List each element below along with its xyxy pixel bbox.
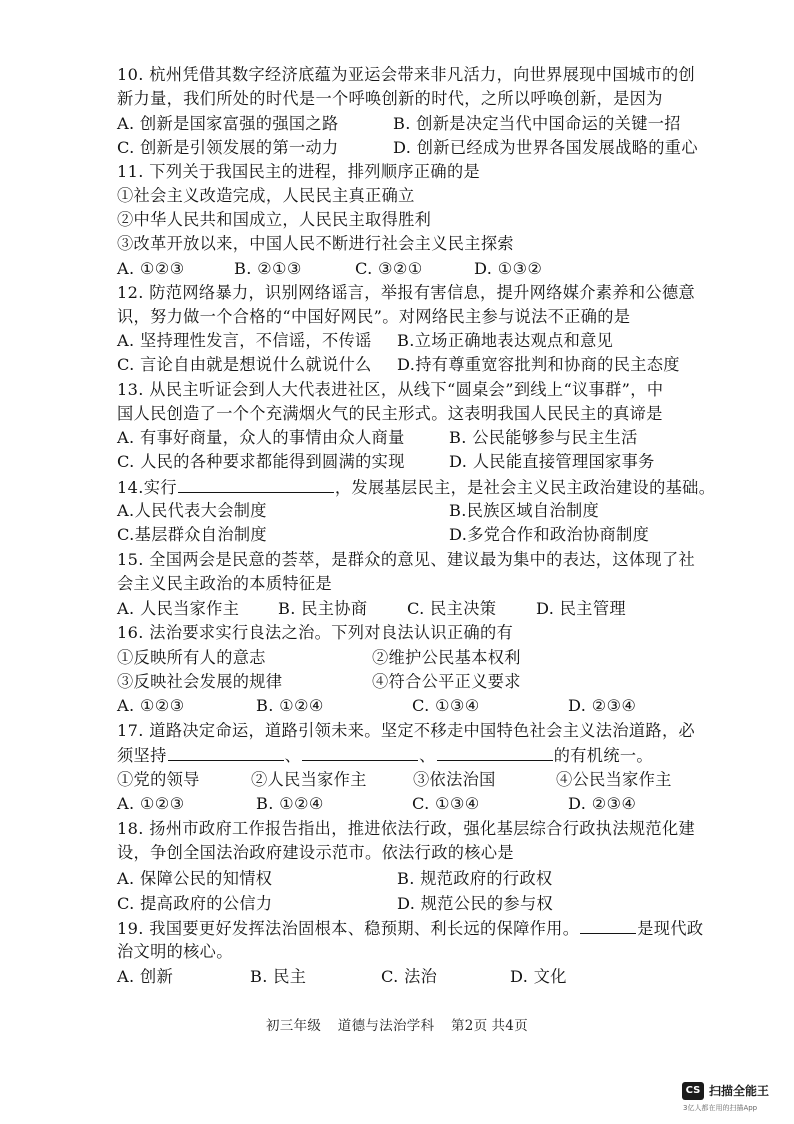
question-14-stem-end: ，发展基层民主，是社会主义民主政治建设的基础。 <box>334 478 716 497</box>
camscanner-logo-icon: CS <box>682 1082 704 1100</box>
question-14-option-a: A.人民代表大会制度 <box>117 501 267 520</box>
question-11-item-1: ①社会主义改造完成，人民民主真正确立 <box>117 186 415 205</box>
question-11-item-2: ②中华人民共和国成立，人民民主取得胜利 <box>117 210 432 229</box>
question-17-separator-1: 、 <box>284 746 302 765</box>
question-12-stem-line-2: 识，努力做一个合格的“中国好网民”。对网络民主参与说法不正确的是 <box>117 307 631 326</box>
question-15-option-c: C. 民主决策 <box>407 599 497 618</box>
question-17-stem-line-1: 17. 道路决定命运，道路引领未来。坚定不移走中国特色社会主义法治道路，必 <box>117 721 696 740</box>
question-19-stem-start: 19. 我国要更好发挥法治固根本、稳预期、利长远的保障作用。 <box>117 919 580 938</box>
question-18-option-d: D. 规范公民的参与权 <box>397 894 554 913</box>
question-14-stem <box>117 476 715 499</box>
question-10-option-d: D. 创新已经成为世界各国发展战略的重心 <box>393 138 698 157</box>
question-15-stem-line-1: 15. 全国两会是民意的荟萃，是群众的意见、建议最为集中的表达，这体现了社 <box>117 550 696 569</box>
question-15-option-a: A. 人民当家作主 <box>117 599 240 618</box>
question-16-item-2: ②维护公民基本权利 <box>372 648 521 667</box>
question-11-option-a: A. ①②③ <box>117 259 185 278</box>
question-17-option-d: D. ②③④ <box>568 794 637 813</box>
question-11-stem: 11. 下列关于我国民主的进程，排列顺序正确的是 <box>117 162 481 181</box>
question-19-option-c: C. 法治 <box>381 967 438 986</box>
question-17-answer-blank-1[interactable] <box>168 744 284 761</box>
question-19-option-d: D. 文化 <box>510 967 567 986</box>
question-17-answer-blank-2[interactable] <box>302 744 418 761</box>
question-14-stem-start: 14.实行 <box>117 478 177 497</box>
question-16-stem: 16. 法治要求实行良法之治。下列对良法认识正确的有 <box>117 623 514 642</box>
question-16-option-c: C. ①③④ <box>412 696 480 715</box>
question-19-stem-line-1 <box>117 917 703 940</box>
question-14-answer-blank[interactable] <box>178 476 334 493</box>
question-19-stem-end: 是现代政 <box>637 919 704 938</box>
question-11-option-d: D. ①③② <box>474 259 543 278</box>
question-17-option-c: C. ①③④ <box>412 794 480 813</box>
question-11-item-3: ③改革开放以来，中国人民不断进行社会主义民主探索 <box>117 234 514 253</box>
question-18-stem-line-1: 18. 扬州市政府工作报告指出，推进依法行政，强化基层综合行政执法规范化建 <box>117 819 696 838</box>
question-17-option-a: A. ①②③ <box>117 794 185 813</box>
question-10-option-c: C. 创新是引领发展的第一动力 <box>117 138 339 157</box>
question-18-option-c: C. 提高政府的公信力 <box>117 894 273 913</box>
question-13-stem-line-1: 13. 从民主听证会到人大代表进社区，从线下“圆桌会”到线上“议事群”，中 <box>117 380 664 399</box>
question-19-stem-line-2: 治文明的核心。 <box>117 942 233 961</box>
question-14-option-c: C.基层群众自治制度 <box>117 525 267 544</box>
question-10-option-b: B. 创新是决定当代中国命运的关键一招 <box>393 114 681 133</box>
question-14-option-b: B.民族区域自治制度 <box>449 501 600 520</box>
question-13-stem-line-2: 国人民创造了一个个充满烟火气的民主形式。这表明我国人民民主的真谛是 <box>117 404 663 423</box>
question-10-stem-line-1: 10. 杭州凭借其数字经济底蕴为亚运会带来非凡活力，向世界展现中国城市的创 <box>117 65 696 84</box>
question-17-stem-start: 须坚持 <box>117 746 167 765</box>
question-11-option-c: C. ③②① <box>355 259 423 278</box>
question-18-stem-line-2: 设，争创全国法治政府建设示范市。依法行政的核心是 <box>117 843 514 862</box>
question-16-item-4: ④符合公平正义要求 <box>372 672 521 691</box>
page-footer <box>0 1014 794 1034</box>
question-16-item-3: ③反映社会发展的规律 <box>117 672 283 691</box>
question-13-option-c: C. 人民的各种要求都能得到圆满的实现 <box>117 452 405 471</box>
question-17-item-2: ②人民当家作主 <box>251 770 367 789</box>
question-15-option-b: B. 民主协商 <box>278 599 368 618</box>
question-12-option-c: C. 言论自由就是想说什么就说什么 <box>117 355 372 374</box>
question-10-option-a: A. 创新是国家富强的强国之路 <box>117 114 339 133</box>
camscanner-tagline: 3亿人都在用的扫描App <box>683 1104 758 1112</box>
question-17-answer-blank-3[interactable] <box>437 744 553 761</box>
question-11-option-b: B. ②①③ <box>234 259 302 278</box>
question-12-option-a: A. 坚持理性发言，不信谣，不传谣 <box>117 331 372 350</box>
camscanner-brand-name: 扫描全能王 <box>709 1084 770 1098</box>
question-16-option-b: B. ①②④ <box>256 696 324 715</box>
footer-page-number: 第2页 <box>451 1018 488 1034</box>
question-18-option-b: B. 规范政府的行政权 <box>397 869 553 888</box>
question-16-option-a: A. ①②③ <box>117 696 185 715</box>
question-18-option-a: A. 保障公民的知情权 <box>117 869 273 888</box>
question-16-item-1: ①反映所有人的意志 <box>117 648 266 667</box>
question-19-option-b: B. 民主 <box>250 967 307 986</box>
question-13-option-d: D. 人民能直接管理国家事务 <box>449 452 655 471</box>
question-14-option-d: D.多党合作和政治协商制度 <box>449 525 650 544</box>
question-12-option-d: D.持有尊重宽容批判和协商的民主态度 <box>397 355 680 374</box>
question-17-item-4: ④公民当家作主 <box>556 770 672 789</box>
question-17-stem-end: 的有机统一。 <box>553 746 653 765</box>
question-16-option-d: D. ②③④ <box>568 696 637 715</box>
question-17-stem-line-2 <box>117 744 653 767</box>
question-19-answer-blank[interactable] <box>580 917 636 934</box>
question-15-option-d: D. 民主管理 <box>536 599 626 618</box>
question-17-item-3: ③依法治国 <box>413 770 496 789</box>
question-15-stem-line-2: 会主义民主政治的本质特征是 <box>117 574 332 593</box>
question-13-option-a: A. 有事好商量，众人的事情由众人商量 <box>117 428 405 447</box>
footer-grade: 初三年级 <box>266 1018 322 1034</box>
question-17-item-1: ①党的领导 <box>117 770 200 789</box>
question-19-option-a: A. 创新 <box>117 967 174 986</box>
question-10-stem-line-2: 新力量，我们所处的时代是一个呼唤创新的时代，之所以呼唤创新，是因为 <box>117 89 663 108</box>
question-12-stem-line-1: 12. 防范网络暴力，识别网络谣言，举报有害信息，提升网络媒介素养和公德意 <box>117 283 696 302</box>
question-17-option-b: B. ①②④ <box>256 794 324 813</box>
question-12-option-b: B.立场正确地表达观点和意见 <box>397 331 614 350</box>
footer-total-pages: 共4页 <box>491 1018 528 1034</box>
question-13-option-b: B. 公民能够参与民主生活 <box>449 428 638 447</box>
footer-subject: 道德与法治学科 <box>337 1018 435 1034</box>
question-17-separator-2: 、 <box>419 746 436 765</box>
